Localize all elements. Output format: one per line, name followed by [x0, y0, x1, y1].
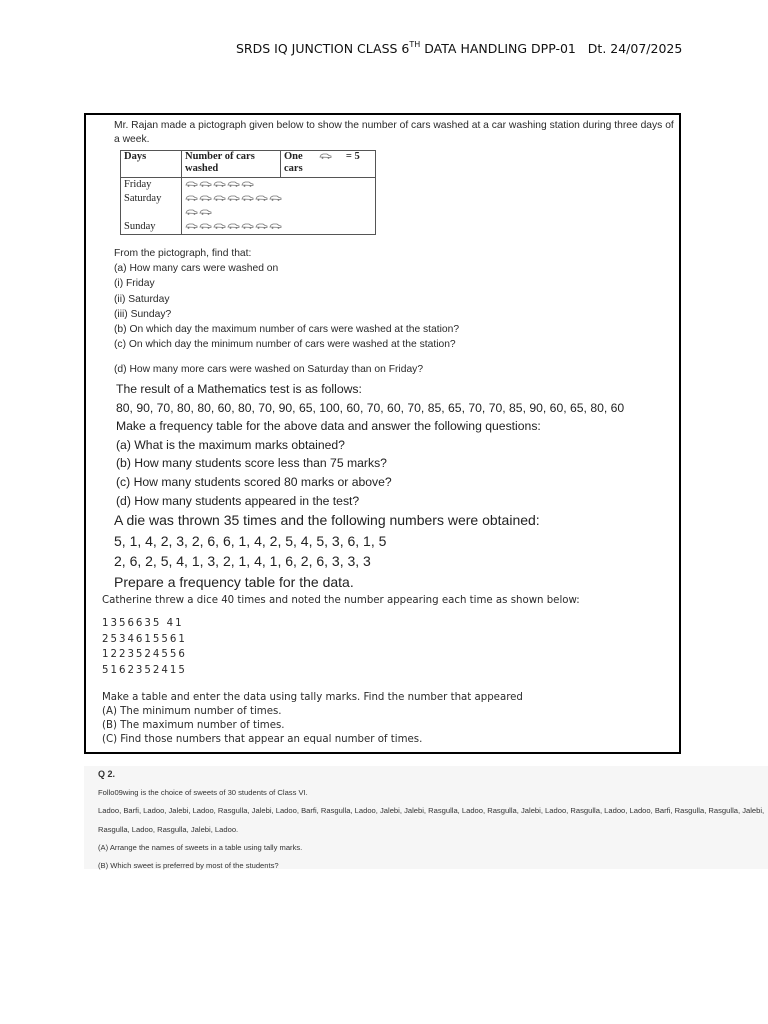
car-icon: [255, 194, 268, 201]
key-eq: = 5: [345, 151, 360, 162]
q2-block: [116, 380, 624, 510]
car-icon: [185, 180, 198, 187]
q4-line: Make a table and enter the data using tally marks. Find the number that appeared: [102, 692, 523, 703]
q5-part-a: (A) Arrange the names of sweets in a table using tally marks.: [98, 843, 303, 852]
car-icon: [269, 222, 282, 229]
q2-line: Make a frequency table for the above data and answer the following questions:: [116, 419, 541, 434]
col-key: [281, 151, 376, 178]
q4-intro: Catherine threw a dice 40 times and noted the number appearing each time as shown below:: [102, 595, 580, 606]
q1-line: (b) On which day the maximum number of cars were washed at the station?: [114, 324, 460, 336]
car-icon: [227, 222, 240, 229]
car-icon: [199, 208, 212, 215]
cars-sunday: [185, 220, 372, 234]
car-icon: [241, 194, 254, 201]
car-icon: [199, 180, 212, 187]
car-icon: [227, 194, 240, 201]
car-icon: [199, 222, 212, 229]
q4-tail: [102, 691, 580, 747]
car-icon: [241, 222, 254, 229]
questions-frame: [84, 113, 681, 754]
key-cars: cars: [284, 163, 303, 174]
q1-line: (d) How many more cars were washed on Saturday than on Friday?: [114, 364, 424, 376]
q2-line: 80, 90, 70, 80, 80, 60, 80, 70, 90, 65, 100, 60, 70, 60, 70, 85, 65, 70, 70, 85, 90, 60, 65, 80, 60: [116, 400, 625, 415]
q4-line: (C) Find those numbers that appear an equal number of times.: [102, 734, 423, 745]
key-one: One: [284, 151, 303, 162]
car-icon: [213, 222, 226, 229]
q2-line: The result of a Mathematics test is as follows:: [116, 382, 362, 396]
q1-line: (a) How many cars were washed on: [114, 263, 279, 275]
q1-line: (i) Friday: [114, 278, 155, 290]
q4-line: (B) The maximum number of times.: [102, 720, 285, 731]
car-icon: [199, 194, 212, 201]
car-icon: [255, 222, 268, 229]
car-pictures: [182, 178, 376, 235]
car-icon: [241, 180, 254, 187]
cars-saturday-overflow: [185, 206, 372, 220]
header-sup: TH: [409, 40, 421, 49]
pictograph-table: [120, 150, 376, 235]
q3-block: [114, 510, 540, 592]
car-icon: [269, 194, 282, 201]
q2-line: (c) How many students scored 80 marks or above?: [116, 474, 392, 489]
header-title: [236, 40, 682, 56]
day-friday: Friday: [124, 179, 152, 190]
q1-questions: [114, 246, 459, 378]
day-spacer: [124, 206, 178, 220]
car-icon: [213, 194, 226, 201]
car-icon: [185, 222, 198, 229]
q2-line: (d) How many students appeared in the test?: [116, 493, 360, 508]
q1-line: (ii) Saturday: [114, 293, 170, 305]
q3-line: 5, 1, 4, 2, 3, 2, 6, 6, 1, 4, 2, 5, 4, 5, 3, 6, 1, 5: [114, 532, 387, 549]
row-day-label: [121, 178, 182, 235]
q1-line: (iii) Sunday?: [114, 308, 172, 320]
car-icon: [319, 152, 332, 159]
q4-number-row: 2534615561: [102, 633, 187, 645]
q3-line: A die was thrown 35 times and the following numbers were obtained:: [114, 512, 540, 528]
q1-line: From the pictograph, find that:: [114, 248, 252, 259]
q4-number-row: 1356635 41: [102, 618, 184, 629]
header-topic-date: DATA HANDLING DPP-01 Dt. 24/07/2025: [420, 41, 683, 56]
car-icon: [227, 180, 240, 187]
q1-gap: [114, 352, 459, 362]
col-number-of-cars: Number of cars washed: [182, 151, 281, 178]
q5-section: [84, 766, 768, 869]
q5-part-b: (B) Which sweet is preferred by most of the students?: [98, 860, 279, 870]
q5-intro: Follo09wing is the choice of sweets of 30 students of Class VI.: [98, 787, 308, 797]
q1-intro: Mr. Rajan made a pictograph given below to show the number of cars washed at a car washing station during three days of a week.: [114, 120, 674, 145]
car-icon: [213, 180, 226, 187]
car-icon: [185, 194, 198, 201]
q5-sweets-list: Ladoo, Barfi, Ladoo, Jalebi, Ladoo, Rasgulla, Jalebi, Ladoo, Barfi, Rasgulla, Ladoo, Jalebi, Jalebi, Rasgulla, Ladoo, Rasgulla, Jalebi, Ladoo, Rasgulla, Ladoo, Ladoo, Barfi, Rasgulla, Rasgulla, Jalebi, Rasgulla, Ladoo, Rasgulla, Jalebi, Ladoo.: [98, 806, 765, 834]
day-sunday: Sunday: [124, 221, 156, 232]
header-class: SRDS IQ JUNCTION CLASS 6: [236, 41, 410, 56]
cars-friday: [185, 178, 372, 192]
car-icon: [185, 208, 198, 215]
q1-line: (c) On which day the minimum number of cars were washed at the station?: [114, 339, 456, 351]
col-days: Days: [121, 151, 182, 178]
q3-line: Prepare a frequency table for the data.: [114, 573, 354, 590]
q2-line: (a) What is the maximum marks obtained?: [116, 437, 345, 452]
q2-line: (b) How many students score less than 75 marks?: [116, 456, 387, 471]
q4-block: [102, 595, 580, 747]
q4-number-row: 1223524556: [102, 649, 187, 660]
q4-numbers: [102, 616, 580, 678]
q3-line: 2, 6, 2, 5, 4, 1, 3, 2, 1, 4, 1, 6, 2, 6, 3, 3, 3: [114, 553, 371, 569]
day-saturday: Saturday: [124, 193, 162, 204]
cars-saturday: [185, 192, 372, 206]
q4-line: (A) The minimum number of times.: [102, 706, 282, 717]
q5-number: Q 2.: [98, 769, 116, 779]
q4-number-row: 5162352415: [102, 664, 187, 676]
q5-block: [98, 766, 768, 874]
